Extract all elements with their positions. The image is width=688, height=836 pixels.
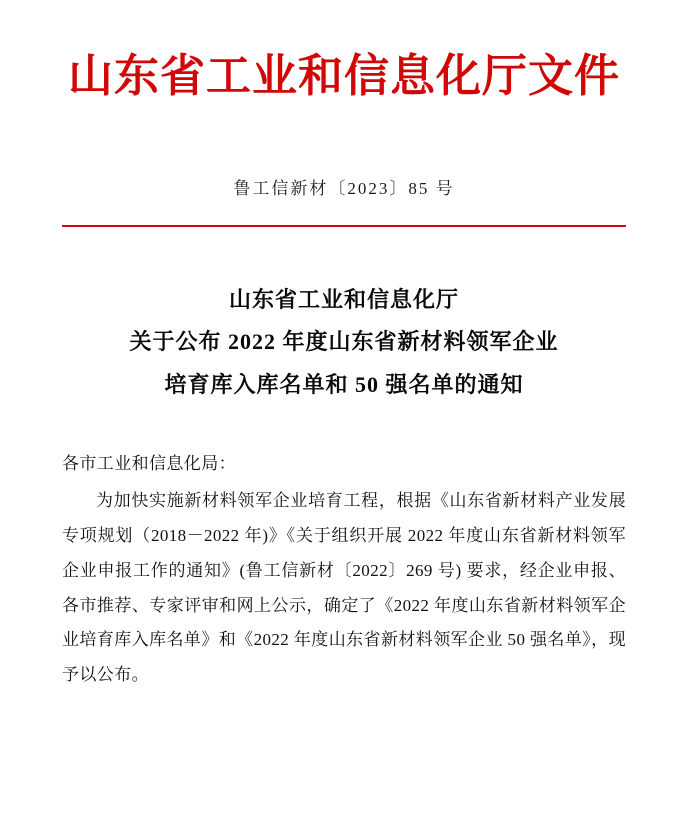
red-separator-rule — [62, 225, 626, 227]
document-title — [62, 279, 626, 408]
title-line-2: 关于公布 2022 年度山东省新材料领军企业 — [129, 329, 559, 355]
salutation: 各市工业和信息化局： — [62, 454, 236, 474]
masthead-title: 山东省工业和信息化厅文件 — [67, 51, 620, 101]
document-number: 鲁工信新材〔2023〕85 号 — [233, 178, 455, 198]
title-line-3: 培育库入库名单和 50 强名单的通知 — [164, 372, 524, 398]
document-number-row — [62, 174, 626, 199]
body-paragraph-1: 为加快实施新材料领军企业培育工程，根据《山东省新材料产业发展专项规划（2018－2022 年)》《关于组织开展 2022 年度山东省新材料领军企业申报工作的通知》(鲁工信新材〔2022〕269 号) 要求，经企业申报、各市推荐、专家评审和网上公示，确定了《2022 年度山东省新材料领军企业培育库入库名单》和《2022 年度山东省新材料领军企业 50 强名单》，现予以公布。 — [62, 491, 626, 685]
title-line-1: 山东省工业和信息化厅 — [228, 286, 459, 312]
masthead — [62, 0, 626, 102]
document-body — [62, 447, 626, 693]
